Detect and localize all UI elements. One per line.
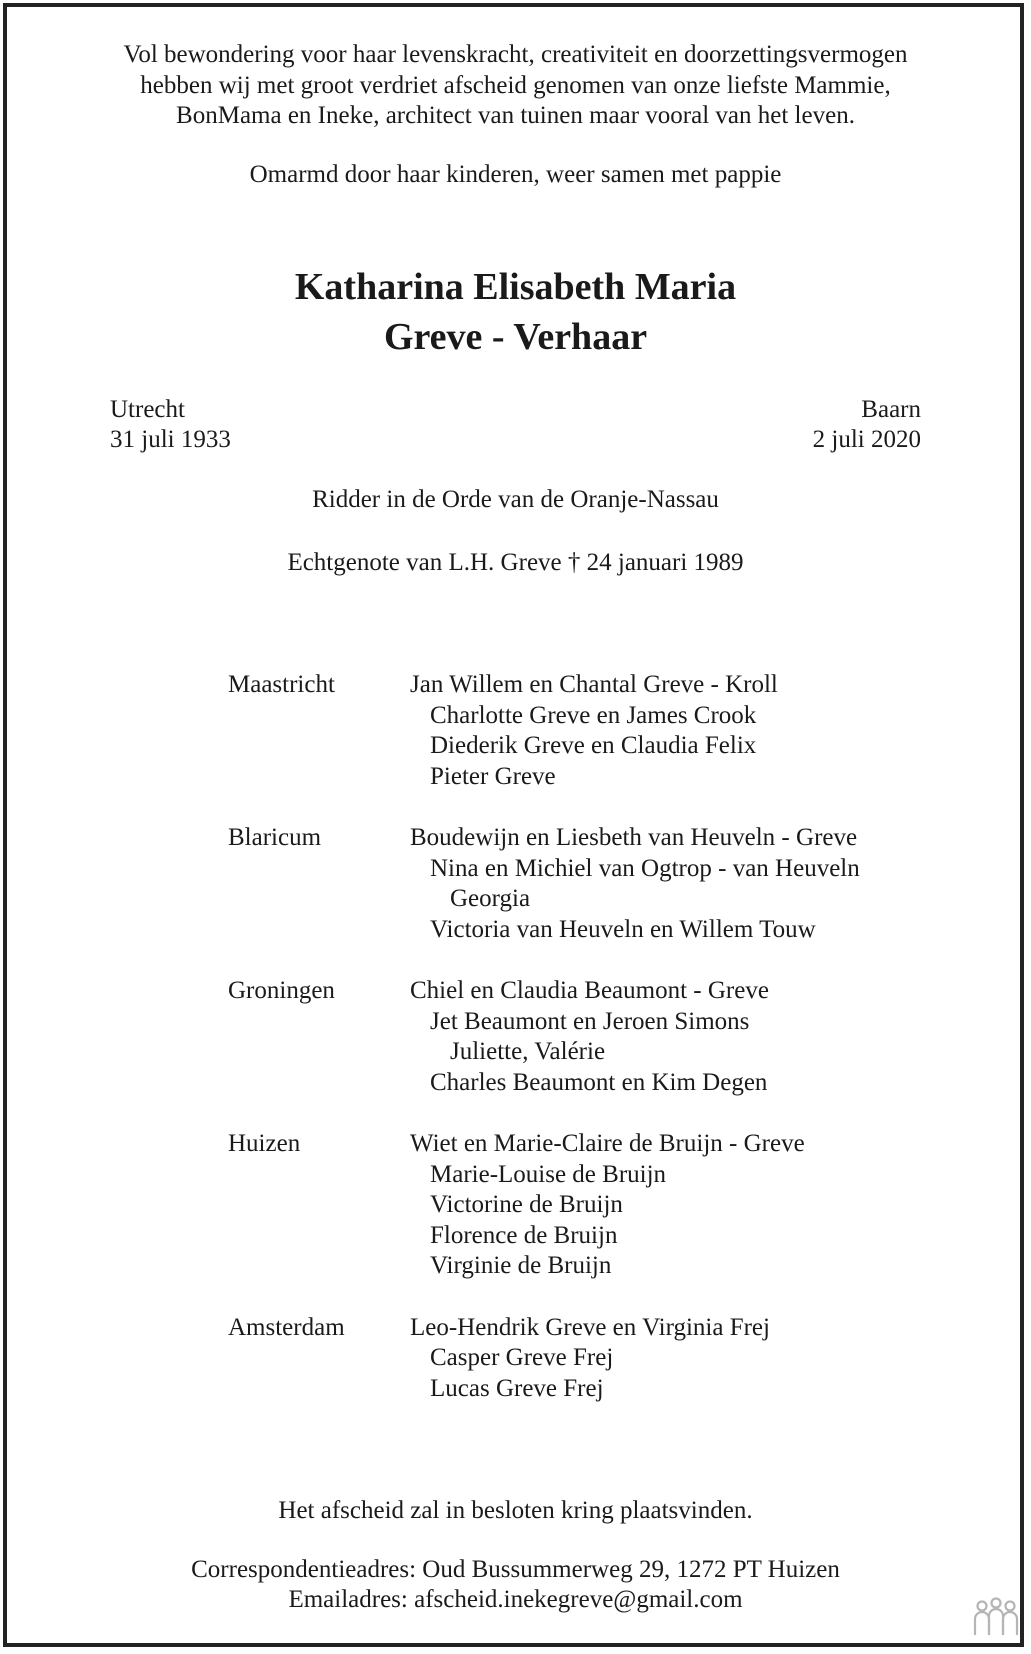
family-member: Florence de Bruijn	[430, 1221, 618, 1249]
honor-text: Ridder in de Orde van de Oranje-Nassau	[312, 486, 719, 513]
family-member: Juliette, Valérie	[450, 1038, 606, 1065]
family-group	[228, 823, 928, 945]
family-group	[228, 976, 928, 1098]
family-member: Marie-Louise de Bruijn	[430, 1160, 667, 1188]
family-member: Georgia	[450, 885, 531, 912]
surname: Greve - Verhaar	[383, 316, 648, 358]
family-members	[410, 1313, 928, 1405]
intro-text	[0, 40, 1031, 132]
family-member: Charles Beaumont en Kim Degen	[430, 1068, 768, 1096]
family-member: Diederik Greve en Claudia Felix	[430, 732, 757, 759]
death-date: 2 juli 2020	[812, 426, 921, 453]
contact-block	[0, 1555, 1031, 1615]
family-city: Blaricum	[228, 824, 322, 851]
family-city: Groningen	[228, 977, 335, 1004]
embrace-text: Omarmd door haar kinderen, weer samen met pappie	[249, 161, 782, 188]
family-member: Virginie de Bruijn	[430, 1252, 612, 1279]
family-group	[228, 670, 928, 792]
family-members	[410, 823, 928, 945]
family-member: Chiel en Claudia Beaumont - Greve	[410, 977, 769, 1004]
closing-text: Het afscheid zal in besloten kring plaatsvinden.	[278, 1497, 753, 1524]
family-list	[228, 670, 928, 1435]
family-members	[410, 1129, 928, 1282]
family-member: Jet Beaumont en Jeroen Simons	[430, 1007, 750, 1035]
intro-line: BonMama en Ineke, architect van tuinen maar vooral van het leven.	[176, 102, 855, 129]
family-member: Lucas Greve Frej	[430, 1374, 604, 1402]
family-member: Charlotte Greve en James Crook	[430, 701, 757, 729]
death-info	[813, 395, 921, 455]
family-city: Maastricht	[228, 671, 335, 698]
family-member: Casper Greve Frej	[430, 1344, 614, 1371]
correspondence-address: Correspondentieadres: Oud Bussummerweg 29, 1272 PT Huizen	[191, 1556, 840, 1583]
birth-date: 31 juli 1933	[110, 426, 231, 453]
family-group	[228, 1129, 928, 1282]
family-member: Pieter Greve	[430, 762, 556, 790]
family-member: Jan Willem en Chantal Greve - Kroll	[410, 671, 778, 698]
email-address: Emailadres: afscheid.inekegreve@gmail.com	[288, 1586, 743, 1613]
birth-info	[110, 395, 231, 455]
family-member: Leo-Hendrik Greve en Virginia Frej	[410, 1313, 770, 1341]
family-city: Huizen	[228, 1130, 301, 1157]
family-member: Wiet en Marie-Claire de Bruijn - Greve	[410, 1130, 805, 1157]
people-group-icon	[972, 1597, 1020, 1639]
family-city: Amsterdam	[228, 1313, 345, 1341]
family-group	[228, 1313, 928, 1405]
spouse-text: Echtgenote van L.H. Greve † 24 januari 1989	[287, 549, 744, 576]
intro-line: Vol bewondering voor haar levenskracht, creativiteit en doorzettingsvermogen	[123, 41, 908, 68]
deceased-name	[0, 262, 1031, 362]
family-members	[410, 976, 928, 1098]
birth-place: Utrecht	[110, 396, 185, 423]
given-names: Katharina Elisabeth Maria	[294, 266, 737, 308]
family-members	[410, 670, 928, 792]
family-member: Boudewijn en Liesbeth van Heuveln - Greve	[410, 824, 858, 851]
family-member: Victoria van Heuveln en Willem Touw	[430, 915, 816, 943]
death-place: Baarn	[861, 396, 921, 423]
family-member: Nina en Michiel van Ogtrop - van Heuveln	[430, 854, 860, 882]
intro-line: hebben wij met groot verdriet afscheid genomen van onze liefste Mammie,	[140, 71, 891, 99]
family-member: Victorine de Bruijn	[430, 1191, 623, 1218]
